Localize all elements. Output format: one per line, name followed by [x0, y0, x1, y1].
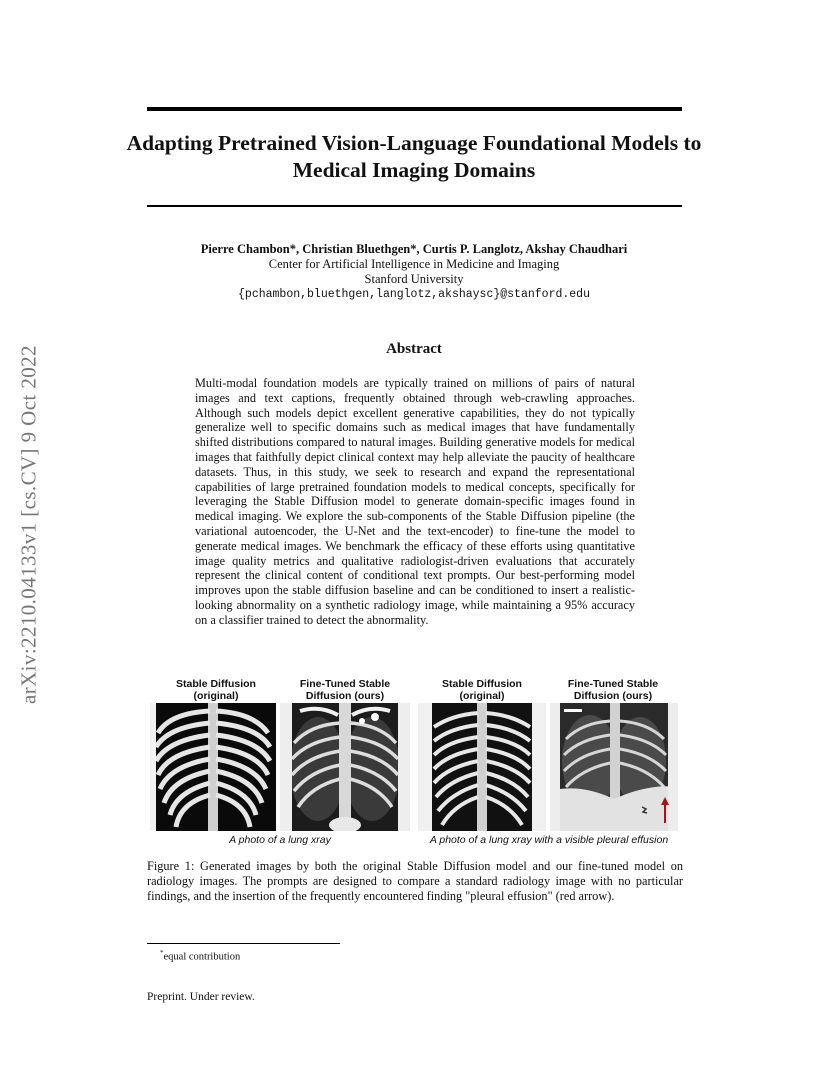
affiliation-line-2: Stanford University — [364, 272, 464, 286]
footnote-text: equal contribution — [163, 951, 241, 963]
column-label-1: Stable Diffusion (original) — [176, 678, 256, 702]
footnote — [160, 949, 240, 963]
author-emails: {pchambon,bluethgen,langlotz,akshaysc}@stanford.edu — [238, 288, 590, 301]
arxiv-identifier: arXiv:2210.04133v1 [cs.CV] 9 Oct 2022 — [16, 345, 41, 705]
xray-image-sd-original-2 — [418, 703, 546, 831]
column-label-4: Fine-Tuned Stable Diffusion (ours) — [567, 678, 659, 702]
figure-caption: Figure 1: Generated images by both the original Stable Diffusion model and our fine-tuned model on radiology images. The prompts are designed to compare a standard radiology image with no particular findings, and the insertion of the frequently encountered finding "pleural effusion" (red arrow). — [147, 859, 683, 903]
title-rule — [147, 205, 682, 207]
column-label-3: Stable Diffusion (original) — [442, 678, 522, 702]
affiliation-line-1: Center for Artificial Intelligence in Medicine and Imaging — [268, 257, 560, 271]
xray-image-fine-tuned-1 — [280, 703, 410, 831]
footnote-rule — [147, 943, 340, 944]
prompt-label-right: A photo of a lung xray with a visible pleural effusion — [429, 834, 669, 846]
column-label-2: Fine-Tuned Stable Diffusion (ours) — [299, 678, 391, 702]
footnote-mark: * — [160, 949, 164, 957]
top-rule — [147, 107, 682, 111]
abstract-body: Multi-modal foundation models are typically trained on millions of pairs of natural images and text captions, frequently obtained through web-crawling approaches. Although such models depict excellent generative capabilities, they do not typically generalize well to specific domains such as medical images that have fundamentally shifted distributions compared to natural images. Building generative models for medical images that faithfully depict clinical context may help alleviate the paucity of healthcare datasets. Thus, in this study, we seek to research and expand the representational capabilities of large pretrained foundation models to medical concepts, specifically for leveraging the Stable Diffusion model to generate domain-specific images found in medical imaging. We explore the sub-components of the Stable Diffusion pipeline (the variational autoencoder, the U-Net and the text-encoder) to fine-tune the model to generate medical images. We benchmark the efficacy of these efforts using quantitative image quality metrics and qualitative radiologist-driven evaluations that accurately represent the clinical content of conditional text prompts. Our best-performing model improves upon the stable diffusion baseline and can be conditioned to insert a realistic-looking abnormality on a synthetic radiology image, while maintaining a 95% accuracy on a classifier trained to detect the abnormality. — [195, 376, 635, 627]
xray-image-sd-original-1 — [150, 703, 276, 831]
prompt-label-left: A photo of a lung xray — [229, 834, 331, 846]
abstract-heading: Abstract — [386, 341, 442, 357]
paper-title: Adapting Pretrained Vision-Language Foundational Models to Medical Imaging Domains — [126, 131, 702, 182]
author-names: Pierre Chambon*, Christian Bluethgen*, Curtis P. Langlotz, Akshay Chaudhari — [200, 242, 628, 256]
preprint-notice: Preprint. Under review. — [147, 991, 255, 1003]
xray-image-fine-tuned-2 — [550, 703, 678, 831]
author-block — [120, 242, 708, 302]
